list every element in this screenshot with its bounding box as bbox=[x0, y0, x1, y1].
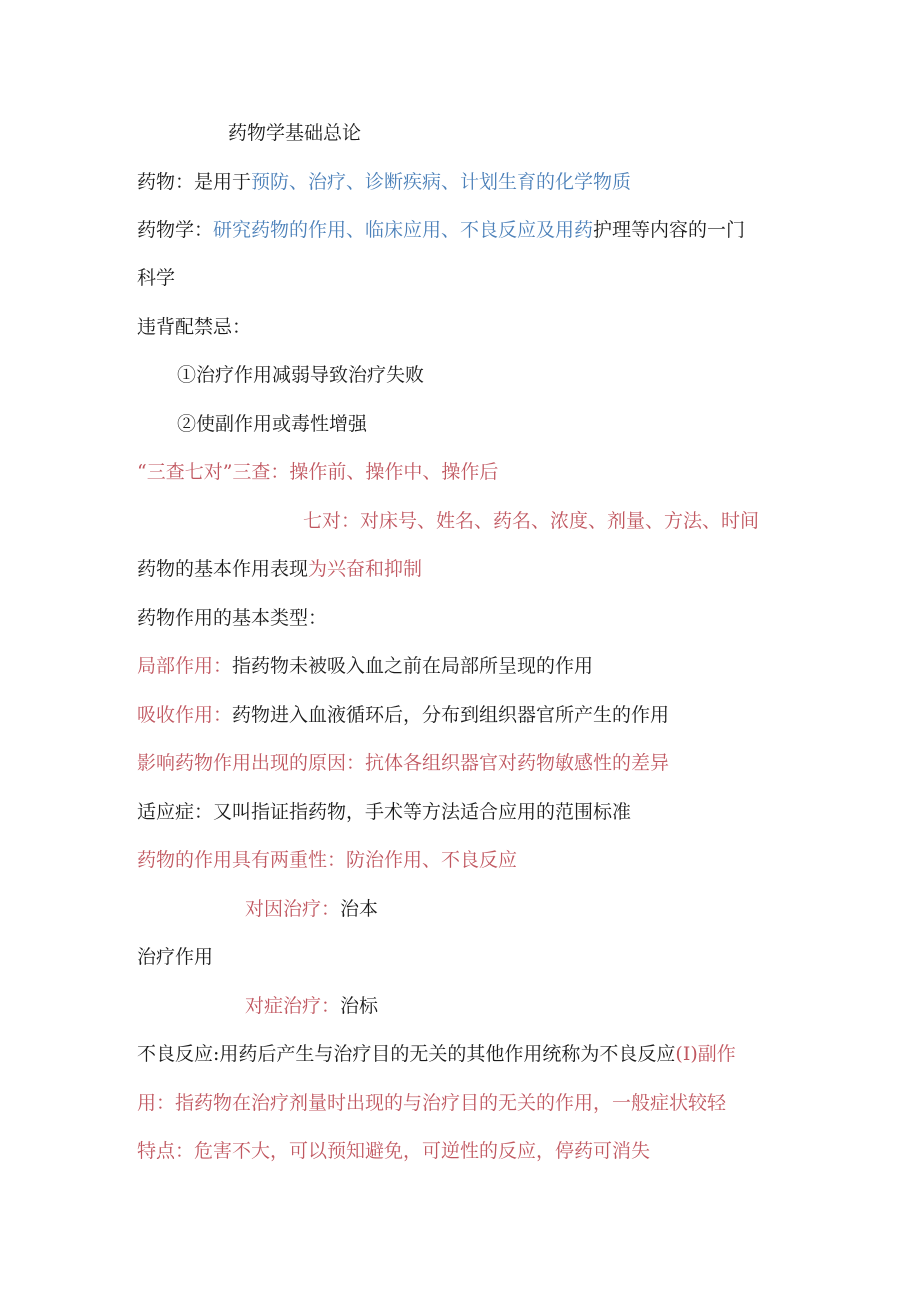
duality: 药物的作用具有两重性：防治作用、不良反应 bbox=[137, 849, 518, 871]
absorption-action-label: 吸收作用： bbox=[137, 704, 233, 726]
causal-treatment-label: 对因治疗： bbox=[245, 898, 341, 920]
pharmacology-definition bbox=[137, 218, 745, 242]
influence-reason: 影响药物作用出现的原因：抗体各组织器官对药物敏感性的差异 bbox=[137, 752, 670, 774]
three-checks: “三查七对”三查：操作前、操作中、操作后 bbox=[137, 461, 499, 483]
adverse-reaction bbox=[137, 1042, 736, 1066]
absorption-action bbox=[137, 703, 669, 727]
symptomatic-treatment bbox=[245, 994, 378, 1018]
basic-effect-text: 为兴奋和抑制 bbox=[308, 558, 423, 580]
local-action bbox=[137, 654, 593, 678]
side-effect-label: (I)副作 bbox=[675, 1043, 736, 1065]
basic-effect bbox=[137, 557, 422, 581]
drug-definition-text: 预防、治疗、诊断疾病、计划生育的化学物质 bbox=[251, 171, 632, 193]
symptomatic-treatment-label: 对症治疗： bbox=[245, 995, 341, 1017]
side-effect-definition: 用：指药物在治疗剂量时出现的与治疗目的无关的作用，一般症状较轻 bbox=[137, 1092, 727, 1114]
contraindication-label: 违背配禁忌： bbox=[137, 316, 252, 338]
contraindication-item-1: ①治疗作用减弱导致治疗失败 bbox=[177, 364, 425, 386]
pharmacology-text-dark: 护理等内容的一门 bbox=[593, 219, 746, 241]
pharmacology-continuation: 科学 bbox=[137, 267, 176, 289]
drug-definition-label: 药物：是用于 bbox=[137, 171, 252, 193]
causal-treatment-text: 治本 bbox=[340, 898, 379, 920]
pharmacology-text-blue: 研究药物的作用、临床应用、不良反应及用药 bbox=[213, 219, 594, 241]
drug-definition bbox=[137, 170, 631, 194]
indication: 适应症：又叫指证指药物，手术等方法适合应用的范围标准 bbox=[137, 801, 632, 823]
basic-effect-label: 药物的基本作用表现 bbox=[137, 558, 309, 580]
symptomatic-treatment-text: 治标 bbox=[340, 995, 379, 1017]
pharmacology-label: 药物学： bbox=[137, 219, 214, 241]
local-action-label: 局部作用： bbox=[137, 655, 233, 677]
local-action-text: 指药物未被吸入血之前在局部所呈现的作用 bbox=[232, 655, 594, 677]
adverse-reaction-text: 不良反应:用药后产生与治疗目的无关的其他作用统称为不良反应 bbox=[137, 1043, 676, 1065]
features: 特点：危害不大，可以预知避免，可逆性的反应，停药可消失 bbox=[137, 1140, 651, 1162]
basic-types-label: 药物作用的基本类型： bbox=[137, 607, 328, 629]
seven-checks: 七对：对床号、姓名、药名、浓度、剂量、方法、时间 bbox=[303, 510, 760, 532]
page-title: 药物学基础总论 bbox=[228, 122, 362, 144]
causal-treatment bbox=[245, 897, 378, 921]
contraindication-item-2: ②使副作用或毒性增强 bbox=[177, 413, 368, 435]
absorption-action-text: 药物进入血液循环后，分布到组织器官所产生的作用 bbox=[232, 704, 670, 726]
therapeutic-effect: 治疗作用 bbox=[137, 946, 214, 968]
